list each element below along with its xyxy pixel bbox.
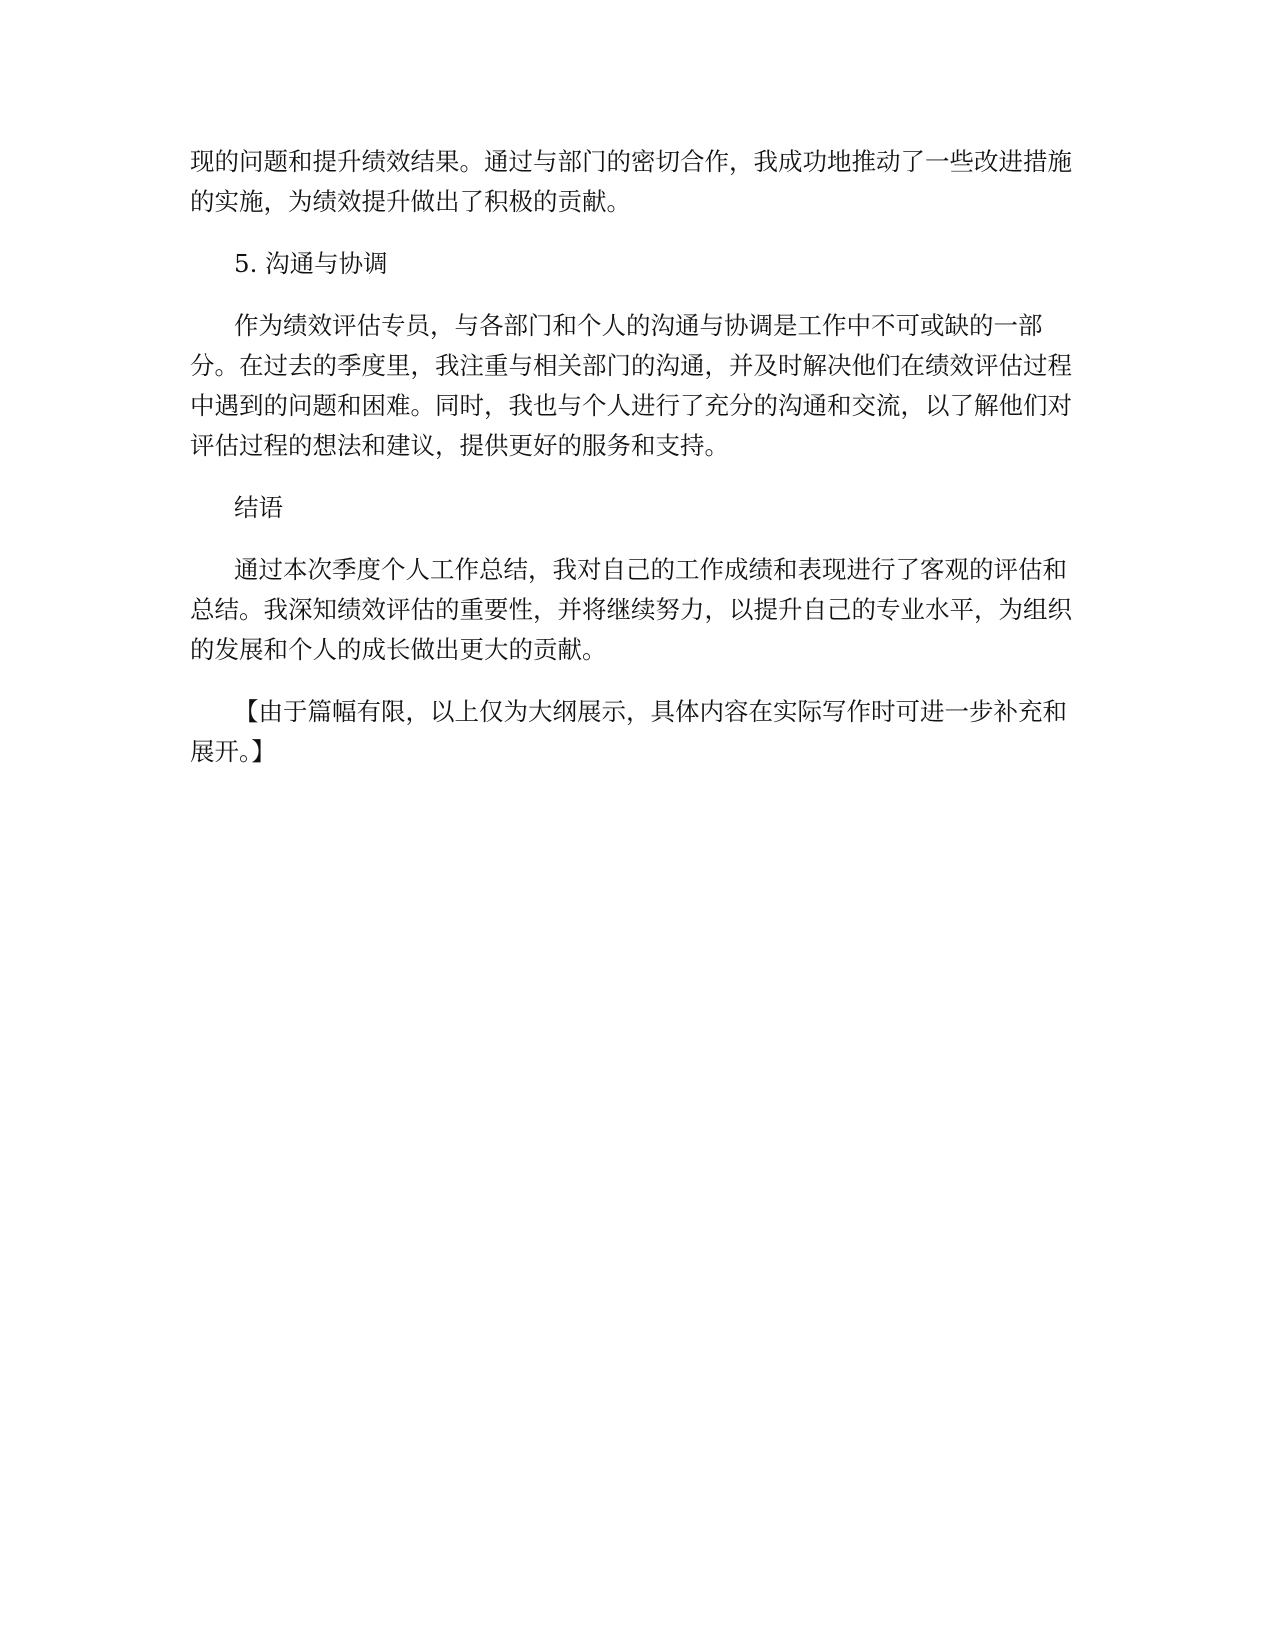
document-body [190, 142, 1090, 794]
communication-paragraph: 作为绩效评估专员，与各部门和个人的沟通与协调是工作中不可或缺的一部分。在过去的季度里，我注重与相关部门的沟通，并及时解决他们在绩效评估过程中遇到的问题和困难。同时，我也与个人进行了充分的沟通和交流，以了解他们对评估过程的想法和建议，提供更好的服务和支持。 [190, 311, 1072, 460]
note-paragraph: 【由于篇幅有限，以上仅为大纲展示，具体内容在实际写作时可进一步补充和展开。】 [190, 697, 1067, 766]
section-heading-conclusion: 结语 [234, 493, 283, 522]
section-heading-communication: 5. 沟通与协调 [234, 249, 388, 278]
conclusion-paragraph: 通过本次季度个人工作总结，我对自己的工作成绩和表现进行了客观的评估和总结。我深知绩效评估的重要性，并将继续努力，以提升自己的专业水平，为组织的发展和个人的成长做出更大的贡献。 [190, 555, 1072, 664]
continuation-paragraph: 现的问题和提升绩效结果。通过与部门的密切合作，我成功地推动了一些改进措施的实施，为绩效提升做出了积极的贡献。 [190, 147, 1072, 216]
